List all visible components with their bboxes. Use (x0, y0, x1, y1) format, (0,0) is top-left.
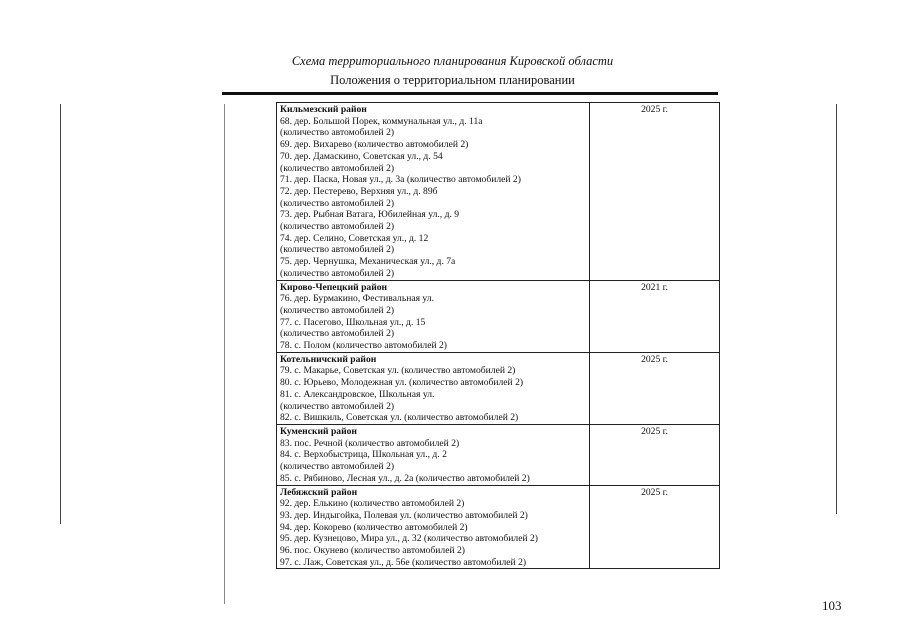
district-cell (277, 485, 590, 569)
settlement-line: 71. дер. Паска, Новая ул., д. 3а (количество автомобилей 2) (280, 174, 521, 186)
settlement-line: 83. пос. Речной (количество автомобилей 2) (280, 437, 460, 449)
settlement-line: 69. дер. Вихарево (количество автомобилей 2) (280, 139, 469, 151)
settlement-line: 76. дер. Бурмакино, Фестивальная ул. (280, 293, 434, 305)
settlement-line: 72. дер. Пестерево, Верхняя ул., д. 89б (280, 185, 438, 197)
settlement-line: 97. с. Лаж, Советская ул., д. 56е (количество автомобилей 2) (280, 556, 527, 568)
settlement-line: 77. с. Пасегово, Школьная ул., д. 15 (280, 316, 426, 328)
settlement-line: 73. дер. Рыбная Ватага, Юбилейная ул., д. 9 (280, 209, 460, 221)
year-cell: 2021 г. (590, 280, 720, 352)
district-cell (277, 352, 590, 424)
settlement-line: (количество автомобилей 2) (280, 461, 395, 473)
scan-margin-line-right (836, 104, 837, 514)
settlement-line: 78. с. Полом (количество автомобилей 2) (280, 340, 447, 352)
header-divider (222, 92, 718, 95)
settlement-line: (количество автомобилей 2) (280, 197, 395, 209)
settlement-line: 74. дер. Селино, Советская ул., д. 12 (280, 232, 429, 244)
page-number: 103 (822, 598, 842, 613)
table-row (277, 424, 720, 485)
settlement-line: 70. дер. Дамаскино, Советская ул., д. 54 (280, 150, 443, 162)
settlement-line: (количество автомобилей 2) (280, 304, 395, 316)
district-cell (277, 280, 590, 352)
settlement-line: 85. с. Рябиново, Лесная ул., д. 2а (количество автомобилей 2) (280, 472, 530, 484)
settlement-line: (количество автомобилей 2) (280, 328, 395, 340)
district-cell (277, 103, 590, 281)
district-name: Котельничский район (280, 353, 377, 365)
settlement-line: 94. дер. Кокорево (количество автомобилей 2) (280, 521, 468, 533)
settlement-line: 80. с. Юрьево, Молодежная ул. (количество автомобилей 2) (280, 377, 524, 389)
settlement-line: 75. дер. Чернушка, Механическая ул., д. 7а (280, 256, 456, 268)
year-cell: 2025 г. (590, 485, 720, 569)
table-row (277, 352, 720, 424)
table-row (277, 485, 720, 569)
settlement-line: 93. дер. Индыгойка, Полевая ул. (количество автомобилей 2) (280, 509, 528, 521)
district-cell (277, 424, 590, 485)
district-name: Кирово-Чепецкий район (280, 281, 388, 293)
settlement-line: (количество автомобилей 2) (280, 267, 395, 279)
year-cell: 2025 г. (590, 103, 720, 281)
settlement-line: 81. с. Александровское, Школьная ул. (280, 388, 435, 400)
scan-margin-line-left (60, 104, 61, 524)
settlement-line: 84. с. Верхобыстрица, Школьная ул., д. 2 (280, 449, 447, 461)
year-cell: 2025 г. (590, 352, 720, 424)
settlement-line: 79. с. Макарье, Советская ул. (количество автомобилей 2) (280, 365, 516, 377)
settlement-line: 82. с. Вишкиль, Советская ул. (количество автомобилей 2) (280, 412, 519, 424)
settlement-line: 96. пос. Окунево (количество автомобилей 2) (280, 545, 465, 557)
territorial-planning-table (276, 102, 720, 569)
district-name: Куменский район (280, 425, 357, 437)
table-row (277, 103, 720, 281)
district-name: Лебяжский район (280, 486, 358, 498)
settlement-line: 95. дер. Кузнецово, Мира ул., д. 32 (количество автомобилей 2) (280, 533, 538, 545)
settlement-line: (количество автомобилей 2) (280, 162, 395, 174)
settlement-line: 68. дер. Большой Порек, коммунальная ул., д. 11а (280, 115, 483, 127)
table-row (277, 280, 720, 352)
scan-margin-line-inner (224, 104, 225, 604)
year-cell: 2025 г. (590, 424, 720, 485)
settlement-line: (количество автомобилей 2) (280, 221, 395, 233)
document-header-subtitle: Положения о территориальном планировании (330, 73, 575, 87)
district-name: Кильмезский район (280, 104, 367, 115)
document-header-title: Схема территориального планирования Кировской области (291, 54, 614, 68)
settlement-line: (количество автомобилей 2) (280, 127, 395, 139)
settlement-line: (количество автомобилей 2) (280, 244, 395, 256)
settlement-line: (количество автомобилей 2) (280, 400, 395, 412)
settlement-line: 92. дер. Елькино (количество автомобилей 2) (280, 498, 465, 510)
